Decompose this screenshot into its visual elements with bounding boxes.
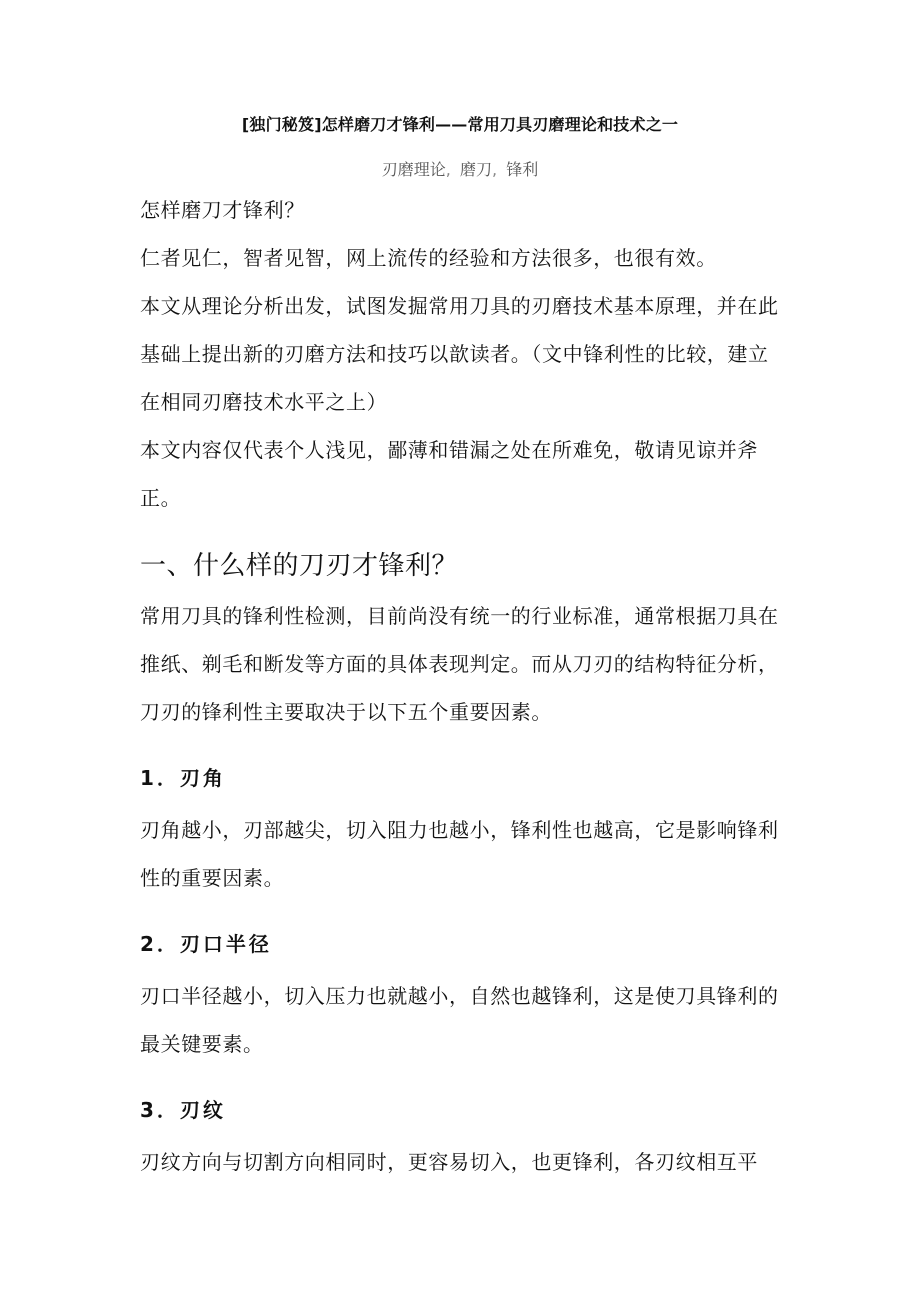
section-paragraph: 常用刀具的锋利性检测，目前尚没有统一的行业标准，通常根据刀具在推纸、剃毛和断发等方面的具体表现判定。而从刀刃的结构特征分析，刀刃的锋利性主要取决于以下五个重要因素。 — [140, 604, 779, 724]
tag-separator: , — [445, 160, 451, 179]
intro-paragraph: 怎样磨刀才锋利？ — [140, 198, 305, 222]
document-title: [独门秘笈]怎样磨刀才锋利——常用刀具刃磨理论和技术之一 — [241, 115, 679, 134]
factor-paragraph: 刃角越小，刃部越尖，切入阻力也越小，锋利性也越高，它是影响锋利性的重要因素。 — [140, 818, 779, 890]
factor-paragraph: 刃纹方向与切割方向相同时，更容易切入，也更锋利，各刃纹相互平 — [140, 1150, 758, 1174]
section-heading: 一、什么样的刀刃才锋利？ — [140, 551, 459, 581]
tag[interactable]: 锋利 — [506, 160, 539, 179]
factor-heading: 3．刃纹 — [140, 1098, 226, 1122]
factor-heading: 2．刃口半径 — [140, 932, 272, 956]
intro-paragraph: 仁者见仁，智者见智，网上流传的经验和方法很多，也很有效。 — [140, 246, 717, 270]
tag-list — [0, 158, 920, 182]
intro-paragraph: 本文内容仅代表个人浅见，鄙薄和错漏之处在所难免，敬请见谅并斧正。 — [140, 438, 758, 510]
factor-paragraph: 刃口半径越小，切入压力也就越小，自然也越锋利，这是使刀具锋利的最关键要素。 — [140, 984, 779, 1056]
intro-paragraph: 本文从理论分析出发，试图发掘常用刀具的刃磨技术基本原理，并在此基础上提出新的刃磨方法和技巧以歆读者。（文中锋利性的比较，建立在相同刃磨技术水平之上） — [140, 294, 779, 414]
tag-separator: , — [492, 160, 498, 179]
factor-heading: 1．刃角 — [140, 766, 226, 790]
tag[interactable]: 刃磨理论 — [381, 160, 446, 179]
document-body — [140, 186, 785, 1186]
tag[interactable]: 磨刀 — [459, 160, 492, 179]
